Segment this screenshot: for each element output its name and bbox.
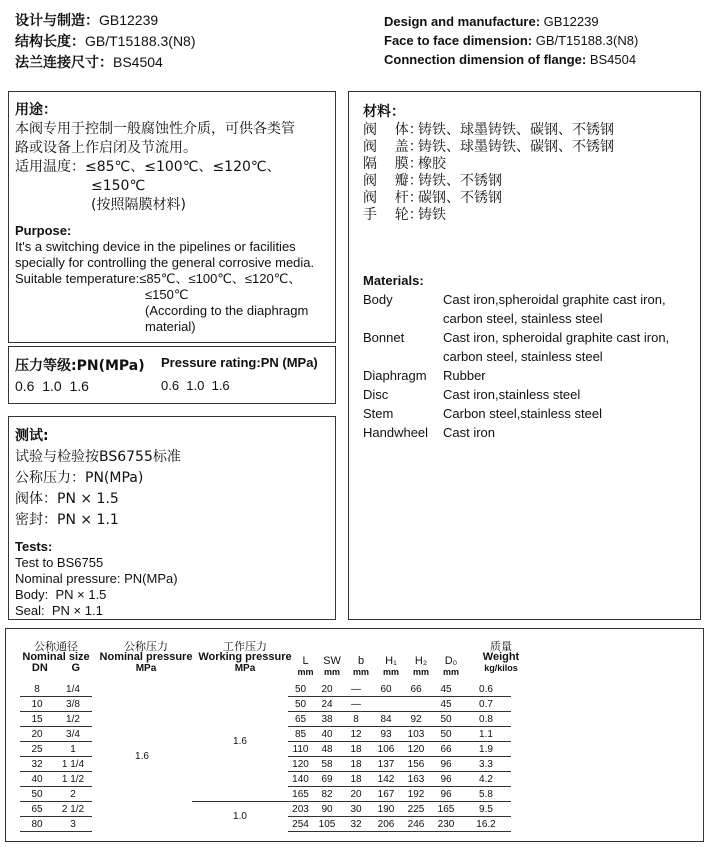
- table-cell: 65: [288, 712, 313, 727]
- table-cell: 206: [371, 817, 401, 832]
- purpose-en-text: [15, 239, 329, 335]
- th-dim: SW mm: [323, 655, 341, 677]
- table-cell: 18: [341, 742, 371, 757]
- table-cell: 40: [20, 772, 54, 787]
- header-right: [384, 12, 638, 69]
- table-cell: 3/4: [54, 727, 92, 742]
- purpose-en-line: Suitable temperature:≤85℃、≤100℃、≤120℃、: [15, 271, 302, 286]
- purpose-zh-title: 用途：: [15, 102, 57, 118]
- table-cell: 0.7: [461, 697, 511, 712]
- table-cell: 92: [401, 712, 431, 727]
- table-cell: 203: [288, 802, 313, 817]
- table-cell: 4.2: [461, 772, 511, 787]
- table-cell: 120: [288, 757, 313, 772]
- purpose-zh-line: 本阀专用于控制一般腐蚀性介质，可供各类管: [15, 121, 295, 137]
- purpose-en-line: It's a switching device in the pipelines or facilities: [15, 239, 296, 254]
- table-cell: 96: [431, 787, 461, 802]
- material-en-row: Stem Carbon steel,stainless steel: [363, 406, 602, 421]
- table-cell: 90: [313, 802, 341, 817]
- table-cell: 1 1/4: [54, 757, 92, 772]
- purpose-zh-text: [15, 120, 329, 215]
- tests-en-line: Nominal pressure: PN(MPa): [15, 571, 178, 586]
- purpose-zh-line: 适用温度：≤85℃、≤100℃、≤120℃、: [15, 159, 281, 175]
- table-cell: 66: [431, 742, 461, 757]
- pressure-zh-values: 0.6 1.0 1.6: [15, 378, 89, 394]
- table-cell: 3/8: [54, 697, 92, 712]
- table-cell: 32: [20, 757, 54, 772]
- table-cell: 230: [431, 817, 461, 832]
- materials-zh-title: 材料：: [363, 104, 405, 120]
- tests-zh-line: 试验与检验按BS6755标准: [15, 449, 181, 465]
- th-dim: b mm: [352, 655, 369, 677]
- table-cell: 16.2: [461, 817, 511, 832]
- table-cell: [401, 697, 431, 712]
- table-cell: 15: [20, 712, 54, 727]
- table-cell: 18: [341, 772, 371, 787]
- table-cell: 20: [341, 787, 371, 802]
- table-cell: 85: [288, 727, 313, 742]
- material-en-row: Diaphragm Rubber: [363, 368, 486, 383]
- tests-en-line: Test to BS6755: [15, 555, 104, 570]
- table-cell: 110: [288, 742, 313, 757]
- material-zh-row: 阀 瓣： 铸铁、不锈钢: [363, 173, 502, 189]
- material-zh-row: 手 轮： 铸铁: [363, 207, 446, 223]
- table-cell: 0.8: [461, 712, 511, 727]
- material-zh-row: 阀 盖： 铸铁、球墨铸铁、碳钢、不锈钢: [363, 139, 614, 155]
- material-en-row: Bonnet Cast iron, spheroidal graphite cast iron, carbon steel, stainless steel: [363, 330, 670, 364]
- table-cell: 156: [401, 757, 431, 772]
- purpose-en-title: Purpose:: [15, 223, 72, 238]
- th-nominal-size: 公称通径 Nominal size DN G: [22, 640, 90, 674]
- table-cell: 58: [313, 757, 341, 772]
- table-cell: 190: [371, 802, 401, 817]
- materials-en-list: [363, 290, 686, 442]
- table-cell: 38: [313, 712, 341, 727]
- table-cell: 45: [431, 682, 461, 697]
- table-cell: 2: [54, 787, 92, 802]
- header-right-line: Connection dimension of flange: BS4504: [384, 52, 637, 67]
- table-cell: 192: [401, 787, 431, 802]
- table-cell: 167: [371, 787, 401, 802]
- table-cell: 106: [371, 742, 401, 757]
- table-cell: 69: [313, 772, 341, 787]
- table-cell: 66: [401, 682, 431, 697]
- table-cell: 8: [20, 682, 54, 697]
- nominal-pressure-cell: 1.6: [135, 751, 149, 763]
- table-cell: 1: [54, 742, 92, 757]
- th-nominal-pressure: 公称压力 Nominal pressure MPa: [99, 640, 193, 674]
- th-weight: 质量 Weight kg/kilos: [482, 640, 520, 673]
- table-cell: 20: [313, 682, 341, 697]
- table-cell: 48: [313, 742, 341, 757]
- table-cell: 50: [20, 787, 54, 802]
- table-cell: 50: [288, 697, 313, 712]
- tests-zh-line: 公称压力：PN(MPa): [15, 470, 144, 486]
- table-cell: 50: [431, 727, 461, 742]
- table-cell: 25: [20, 742, 54, 757]
- table-cell: 254: [288, 817, 313, 832]
- purpose-zh-line: 路或设备上作启闭及节流用。: [15, 140, 197, 156]
- table-cell: 225: [401, 802, 431, 817]
- table-cell: 8: [341, 712, 371, 727]
- table-cell: 142: [371, 772, 401, 787]
- table-cell: 40: [313, 727, 341, 742]
- pressure-en-values: 0.6 1.0 1.6: [161, 378, 230, 393]
- table-cell: 105: [313, 817, 341, 832]
- th-working-pressure: 工作压力 Working pressure MPa: [198, 640, 292, 674]
- header-left-line: 结构长度：GB/T15188.3(N8): [15, 33, 196, 50]
- purpose-en-line: specially for controlling the general corrosive media.: [15, 255, 315, 270]
- table-cell: 24: [313, 697, 341, 712]
- table-cell: 65: [20, 802, 54, 817]
- table-cell: 82: [313, 787, 341, 802]
- pressure-en-title: Pressure rating:PN (MPa): [161, 355, 318, 370]
- table-cell: 18: [341, 757, 371, 772]
- purpose-en-line: material): [145, 319, 196, 334]
- spec-table: [20, 682, 511, 832]
- material-zh-row: 阀 杆： 碳钢、不锈钢: [363, 190, 502, 206]
- th-dim: H₂ mm: [412, 655, 429, 677]
- header-left-line: 法兰连接尺寸：BS4504: [15, 54, 163, 71]
- table-cell: 1.1: [461, 727, 511, 742]
- table-cell: 103: [401, 727, 431, 742]
- table-cell: 96: [431, 757, 461, 772]
- table-cell: 45: [431, 697, 461, 712]
- table-cell: [371, 697, 401, 712]
- purpose-zh-line: (按照隔膜材料): [91, 197, 186, 213]
- table-cell: 50: [431, 712, 461, 727]
- header-left: [15, 10, 196, 73]
- table-cell: 1.9: [461, 742, 511, 757]
- tests-box: [8, 416, 336, 620]
- table-cell: 0.6: [461, 682, 511, 697]
- table-cell: 96: [431, 772, 461, 787]
- table-cell: 5.8: [461, 787, 511, 802]
- material-en-row: Handwheel Cast iron: [363, 425, 496, 440]
- header-right-line: Face to face dimension: GB/T15188.3(N8): [384, 33, 639, 48]
- table-cell: 32: [341, 817, 371, 832]
- header-right-line: Design and manufacture: GB12239: [384, 14, 599, 29]
- table-cell: 1 1/2: [54, 772, 92, 787]
- purpose-box: [8, 91, 336, 343]
- material-en-row: Body Cast iron,spheroidal graphite cast iron, carbon steel, stainless steel: [363, 292, 666, 326]
- th-dim: D₀ mm: [442, 655, 459, 677]
- material-en-row: Disc Cast iron,stainless steel: [363, 387, 581, 402]
- table-cell: 165: [431, 802, 461, 817]
- table-cell: 80: [20, 817, 54, 832]
- materials-box: [348, 91, 701, 620]
- tests-zh-title: 测试:: [15, 428, 49, 444]
- tests-en-title: Tests:: [15, 539, 53, 554]
- tests-zh-line: 阀体：PN × 1.5: [15, 491, 119, 507]
- pressure-titles: [15, 355, 329, 375]
- working-pressure-cell: 1.0: [192, 802, 288, 832]
- table-cell: —: [341, 697, 371, 712]
- table-cell: 20: [20, 727, 54, 742]
- materials-en-title: Materials:: [363, 273, 424, 288]
- table-cell: 50: [288, 682, 313, 697]
- table-cell: 163: [401, 772, 431, 787]
- table-cell: 3: [54, 817, 92, 832]
- materials-zh-list: [363, 122, 686, 224]
- table-cell: 10: [20, 697, 54, 712]
- working-pressure-cell: 1.6: [233, 736, 247, 747]
- table-cell: 1/4: [54, 682, 92, 697]
- table-cell: 1/2: [54, 712, 92, 727]
- tests-zh-line: 密封：PN × 1.1: [15, 512, 119, 528]
- table-cell: 3.3: [461, 757, 511, 772]
- pressure-values: [15, 378, 329, 394]
- material-zh-row: 隔 膜： 橡胶: [363, 156, 446, 172]
- pressure-box: [8, 346, 336, 404]
- table-cell: 246: [401, 817, 431, 832]
- table-cell: 165: [288, 787, 313, 802]
- table-cell: 93: [371, 727, 401, 742]
- table-cell: 137: [371, 757, 401, 772]
- purpose-zh-line: ≤150℃: [91, 178, 146, 194]
- table-cell: 9.5: [461, 802, 511, 817]
- material-zh-row: 阀 体： 铸铁、球墨铸铁、碳钢、不锈钢: [363, 122, 614, 138]
- table-cell: —: [341, 682, 371, 697]
- table-cell: 140: [288, 772, 313, 787]
- table-cell: 12: [341, 727, 371, 742]
- tests-en-line: Body: PN × 1.5: [15, 587, 107, 602]
- purpose-en-line: ≤150℃: [145, 287, 189, 302]
- th-dim: H₁ mm: [382, 655, 399, 677]
- purpose-en-line: (According to the diaphragm: [145, 303, 309, 318]
- header-left-line: 设计与制造：GB12239: [15, 12, 159, 29]
- table-cell: 30: [341, 802, 371, 817]
- table-row: [20, 682, 511, 697]
- table-cell: 60: [371, 682, 401, 697]
- table-cell: 120: [401, 742, 431, 757]
- th-dim: L mm: [297, 655, 314, 677]
- pressure-zh-title: 压力等级:PN(MPa): [15, 358, 145, 374]
- tests-en-line: Seal: PN × 1.1: [15, 603, 103, 618]
- tests-en-text: [15, 555, 329, 619]
- table-cell: 2 1/2: [54, 802, 92, 817]
- table-cell: 84: [371, 712, 401, 727]
- tests-zh-text: [15, 447, 329, 531]
